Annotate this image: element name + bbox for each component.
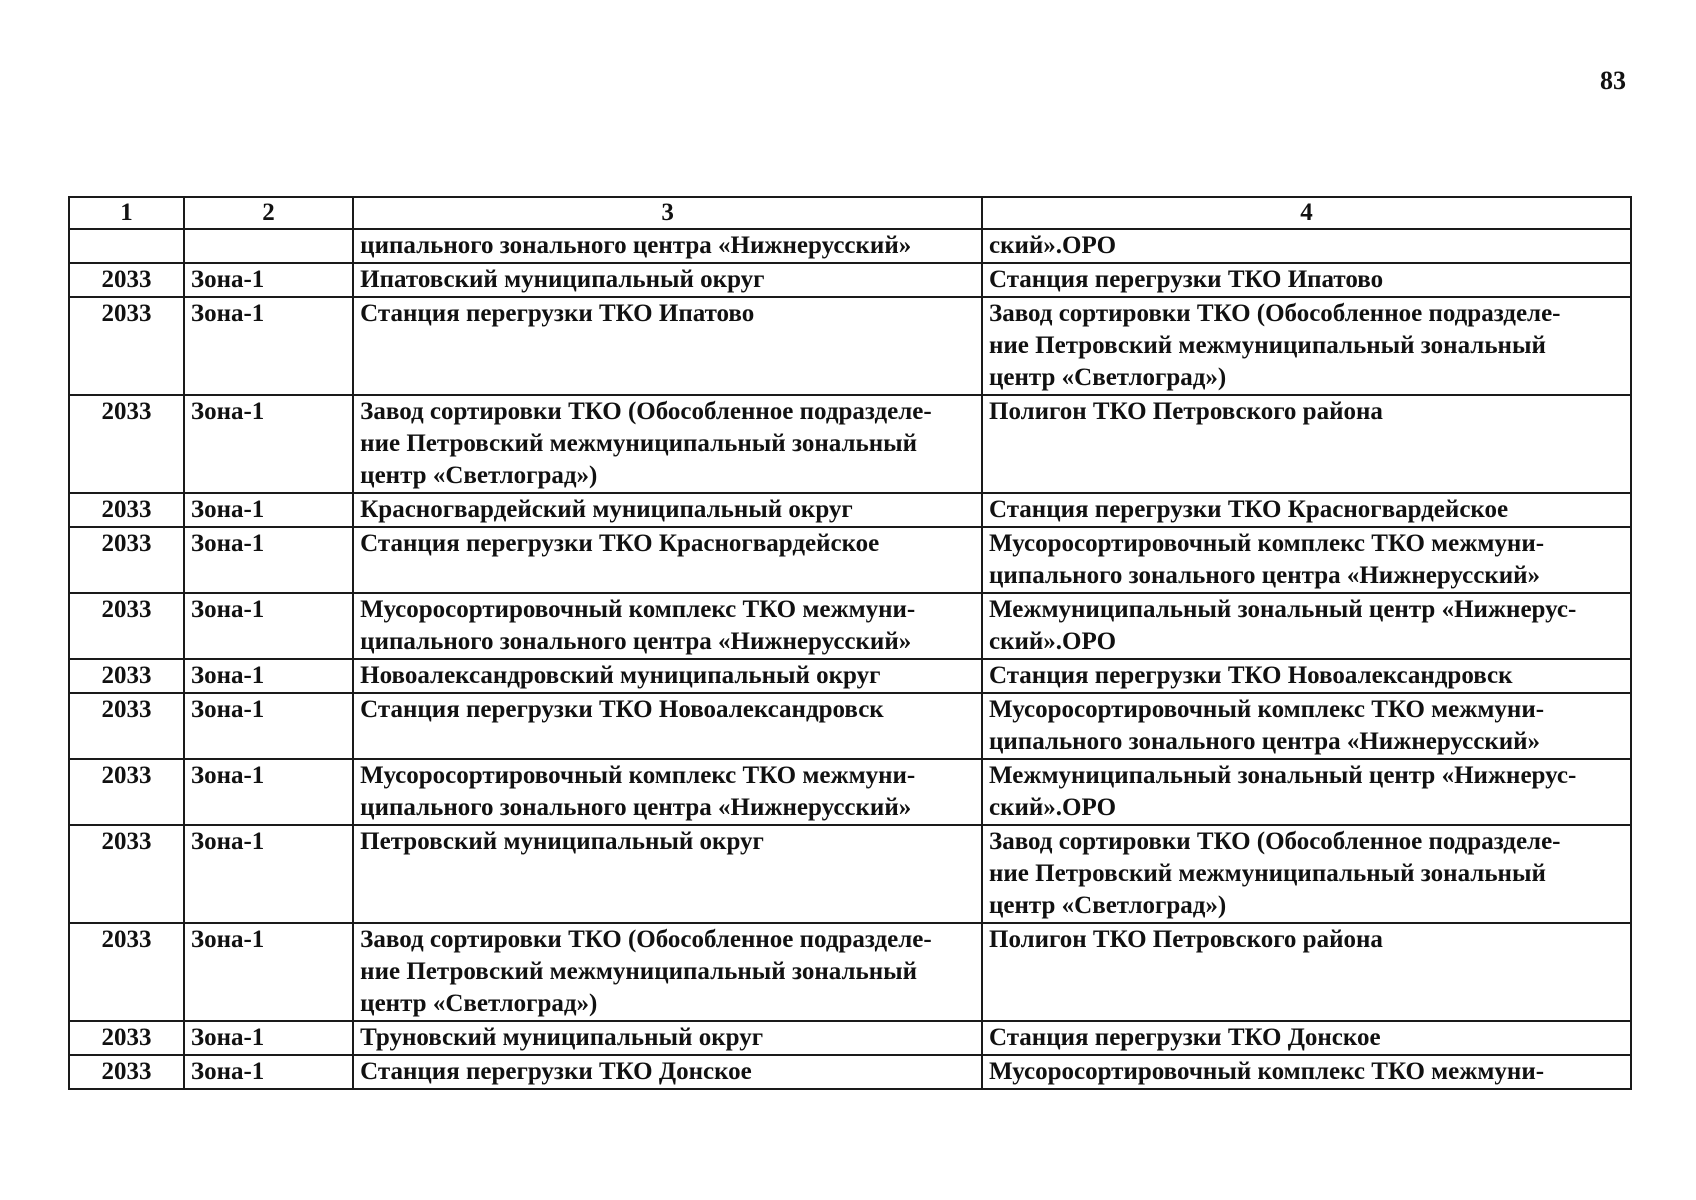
source-cell xyxy=(353,1055,982,1089)
cell-text-line: ние Петровский межмуниципальный зональный xyxy=(360,958,918,985)
destination-cell xyxy=(982,923,1631,1021)
cell-text-line: ние Петровский межмуниципальный зональный xyxy=(989,860,1546,887)
destination-cell xyxy=(982,1055,1631,1089)
cell-text-line: ский».ОРО xyxy=(989,628,1117,655)
cell-text-line: центр «Светлоград») xyxy=(360,990,598,1017)
table-row xyxy=(69,659,1631,693)
cell-text-line: Мусоросортировочный комплекс ТКО межмуни- xyxy=(360,762,916,789)
cell-text-line: Станция перегрузки ТКО Донское xyxy=(989,1024,1381,1051)
table-row xyxy=(69,527,1631,593)
waste-route-table xyxy=(68,196,1632,1090)
cell-text-line: ние Петровский межмуниципальный зональный xyxy=(989,332,1546,359)
cell-text-line: Петровский муниципальный округ xyxy=(360,828,764,855)
year-cell: 2033 xyxy=(69,493,184,527)
cell-text-line: Межмуниципальный зональный центр «Нижнерус- xyxy=(989,596,1577,623)
cell-text-line: Завод сортировки ТКО (Обособленное подразделе- xyxy=(360,926,932,953)
source-cell xyxy=(353,693,982,759)
destination-cell xyxy=(982,297,1631,395)
year-cell: 2033 xyxy=(69,1021,184,1055)
cell-text-line: Труновский муниципальный округ xyxy=(360,1024,764,1051)
zone-cell: Зона-1 xyxy=(184,527,353,593)
cell-text-line: Завод сортировки ТКО (Обособленное подразделе- xyxy=(989,300,1561,327)
zone-cell: Зона-1 xyxy=(184,493,353,527)
cell-text-line: Станция перегрузки ТКО Новоалександровск xyxy=(360,696,884,723)
year-cell: 2033 xyxy=(69,759,184,825)
table-row xyxy=(69,493,1631,527)
year-cell: 2033 xyxy=(69,297,184,395)
table-row xyxy=(69,1055,1631,1089)
zone-cell: Зона-1 xyxy=(184,263,353,297)
destination-cell xyxy=(982,263,1631,297)
cell-text-line: ципального зонального центра «Нижнерусский» xyxy=(989,562,1541,589)
cell-text-line: Межмуниципальный зональный центр «Нижнерус- xyxy=(989,762,1577,789)
destination-cell xyxy=(982,527,1631,593)
cell-text-line: Станция перегрузки ТКО Красногвардейское xyxy=(989,496,1509,523)
year-cell: 2033 xyxy=(69,395,184,493)
table-row xyxy=(69,263,1631,297)
cell-text-line: Станция перегрузки ТКО Красногвардейское xyxy=(360,530,880,557)
destination-cell xyxy=(982,659,1631,693)
cell-text-line: Новоалександровский муниципальный округ xyxy=(360,662,881,689)
zone-cell: Зона-1 xyxy=(184,923,353,1021)
source-cell xyxy=(353,297,982,395)
zone-cell: Зона-1 xyxy=(184,593,353,659)
source-cell xyxy=(353,229,982,263)
zone-cell: Зона-1 xyxy=(184,659,353,693)
zone-cell: Зона-1 xyxy=(184,825,353,923)
zone-cell: Зона-1 xyxy=(184,395,353,493)
table-row xyxy=(69,593,1631,659)
year-cell: 2033 xyxy=(69,659,184,693)
destination-cell xyxy=(982,825,1631,923)
table-row xyxy=(69,759,1631,825)
zone-cell xyxy=(184,229,353,263)
year-cell: 2033 xyxy=(69,1055,184,1089)
zone-cell: Зона-1 xyxy=(184,1055,353,1089)
column-header: 1 xyxy=(69,197,184,229)
source-cell xyxy=(353,659,982,693)
zone-cell: Зона-1 xyxy=(184,759,353,825)
table-row xyxy=(69,229,1631,263)
cell-text-line: Мусоросортировочный комплекс ТКО межмуни- xyxy=(989,1058,1545,1085)
destination-cell xyxy=(982,693,1631,759)
cell-text-line: ние Петровский межмуниципальный зональный xyxy=(360,430,918,457)
column-header: 3 xyxy=(353,197,982,229)
cell-text-line: Полигон ТКО Петровского района xyxy=(989,398,1383,425)
column-header: 4 xyxy=(982,197,1631,229)
table-row xyxy=(69,297,1631,395)
cell-text-line: ский».ОРО xyxy=(989,232,1117,259)
table-row xyxy=(69,825,1631,923)
year-cell: 2033 xyxy=(69,527,184,593)
cell-text-line: ципального зонального центра «Нижнерусский» xyxy=(360,794,912,821)
destination-cell xyxy=(982,759,1631,825)
table-body xyxy=(69,229,1631,1089)
cell-text-line: ципального зонального центра «Нижнерусский» xyxy=(360,628,912,655)
destination-cell xyxy=(982,395,1631,493)
zone-cell: Зона-1 xyxy=(184,1021,353,1055)
source-cell xyxy=(353,825,982,923)
year-cell: 2033 xyxy=(69,825,184,923)
source-cell xyxy=(353,493,982,527)
destination-cell xyxy=(982,493,1631,527)
cell-text-line: ципального зонального центра «Нижнерусский» xyxy=(989,728,1541,755)
cell-text-line: Завод сортировки ТКО (Обособленное подразделе- xyxy=(989,828,1561,855)
cell-text-line: Мусоросортировочный комплекс ТКО межмуни- xyxy=(360,596,916,623)
table-header-row xyxy=(69,197,1631,229)
column-header: 2 xyxy=(184,197,353,229)
source-cell xyxy=(353,263,982,297)
source-cell xyxy=(353,759,982,825)
page-number: 83 xyxy=(1600,66,1626,95)
cell-text-line: Мусоросортировочный комплекс ТКО межмуни- xyxy=(989,696,1545,723)
cell-text-line: центр «Светлоград») xyxy=(360,462,598,489)
source-cell xyxy=(353,593,982,659)
source-cell xyxy=(353,527,982,593)
year-cell: 2033 xyxy=(69,923,184,1021)
cell-text-line: центр «Светлоград») xyxy=(989,364,1227,391)
table-row xyxy=(69,923,1631,1021)
cell-text-line: Полигон ТКО Петровского района xyxy=(989,926,1383,953)
zone-cell: Зона-1 xyxy=(184,297,353,395)
cell-text-line: Станция перегрузки ТКО Новоалександровск xyxy=(989,662,1513,689)
destination-cell xyxy=(982,1021,1631,1055)
cell-text-line: ципального зонального центра «Нижнерусский» xyxy=(360,232,912,259)
destination-cell xyxy=(982,229,1631,263)
source-cell xyxy=(353,923,982,1021)
table-row xyxy=(69,395,1631,493)
cell-text-line: Станция перегрузки ТКО Донское xyxy=(360,1058,752,1085)
zone-cell: Зона-1 xyxy=(184,693,353,759)
year-cell: 2033 xyxy=(69,693,184,759)
cell-text-line: Завод сортировки ТКО (Обособленное подразделе- xyxy=(360,398,932,425)
destination-cell xyxy=(982,593,1631,659)
cell-text-line: Станция перегрузки ТКО Ипатово xyxy=(360,300,755,327)
source-cell xyxy=(353,395,982,493)
cell-text-line: ский».ОРО xyxy=(989,794,1117,821)
cell-text-line: центр «Светлоград») xyxy=(989,892,1227,919)
table-row xyxy=(69,1021,1631,1055)
source-cell xyxy=(353,1021,982,1055)
cell-text-line: Ипатовский муниципальный округ xyxy=(360,266,765,293)
year-cell: 2033 xyxy=(69,593,184,659)
year-cell: 2033 xyxy=(69,263,184,297)
year-cell xyxy=(69,229,184,263)
table-row xyxy=(69,693,1631,759)
cell-text-line: Красногвардейский муниципальный округ xyxy=(360,496,853,523)
cell-text-line: Мусоросортировочный комплекс ТКО межмуни- xyxy=(989,530,1545,557)
cell-text-line: Станция перегрузки ТКО Ипатово xyxy=(989,266,1384,293)
